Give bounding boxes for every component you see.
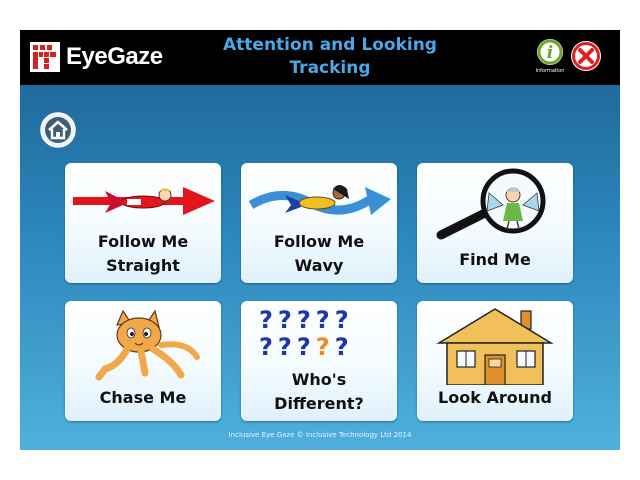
svg-text:i: i (546, 43, 554, 63)
tile-label: Chase Me (99, 388, 187, 407)
follow-me-wavy-tile[interactable] (241, 163, 397, 283)
question-mark-different: ? (315, 333, 335, 361)
question-mark: ? (277, 333, 297, 361)
close-icon (570, 40, 602, 72)
follow-me-straight-tile[interactable] (65, 163, 221, 283)
header-bar (20, 30, 620, 85)
app-window (20, 30, 620, 450)
page-title (180, 34, 480, 80)
tile-label: Who's Different? (274, 370, 364, 413)
whos-different-tile[interactable] (241, 301, 397, 421)
title-line-2: Tracking (289, 58, 371, 78)
logo (30, 39, 163, 75)
house-icon (417, 303, 573, 385)
information-button[interactable] (533, 38, 567, 78)
tile-label: Look Around (438, 388, 552, 407)
question-marks-icon (259, 307, 383, 361)
question-mark: ? (315, 306, 335, 334)
logo-mark (30, 42, 60, 72)
superhero-arrow-straight-icon (65, 169, 221, 229)
question-mark: ? (259, 333, 278, 361)
information-label: Information (535, 68, 565, 74)
question-mark: ? (259, 306, 278, 334)
question-mark: ? (296, 333, 316, 361)
tile-label: Follow Me Wavy (273, 232, 365, 275)
question-mark: ? (334, 333, 354, 361)
question-mark: ? (277, 306, 297, 334)
look-around-tile[interactable] (417, 301, 573, 421)
question-mark: ? (334, 306, 354, 334)
cat-running-icon (65, 305, 221, 387)
home-icon (40, 112, 76, 148)
logo-text: EyeGaze (66, 43, 163, 70)
title-line-1: Attention and Looking (223, 35, 437, 55)
find-me-tile[interactable] (417, 163, 573, 283)
chase-me-tile[interactable] (65, 301, 221, 421)
home-button[interactable] (40, 112, 76, 148)
tile-label: Find Me (459, 250, 531, 269)
info-icon (533, 38, 567, 68)
superheroine-arrow-wavy-icon (241, 169, 397, 229)
tile-label: Follow Me Straight (97, 232, 189, 275)
magnifying-glass-fairy-icon (417, 165, 573, 251)
footer-copyright: Inclusive Eye Gaze © Inclusive Technology Ltd 2014 (228, 431, 412, 439)
close-button[interactable] (570, 40, 602, 72)
question-mark: ? (296, 306, 316, 334)
